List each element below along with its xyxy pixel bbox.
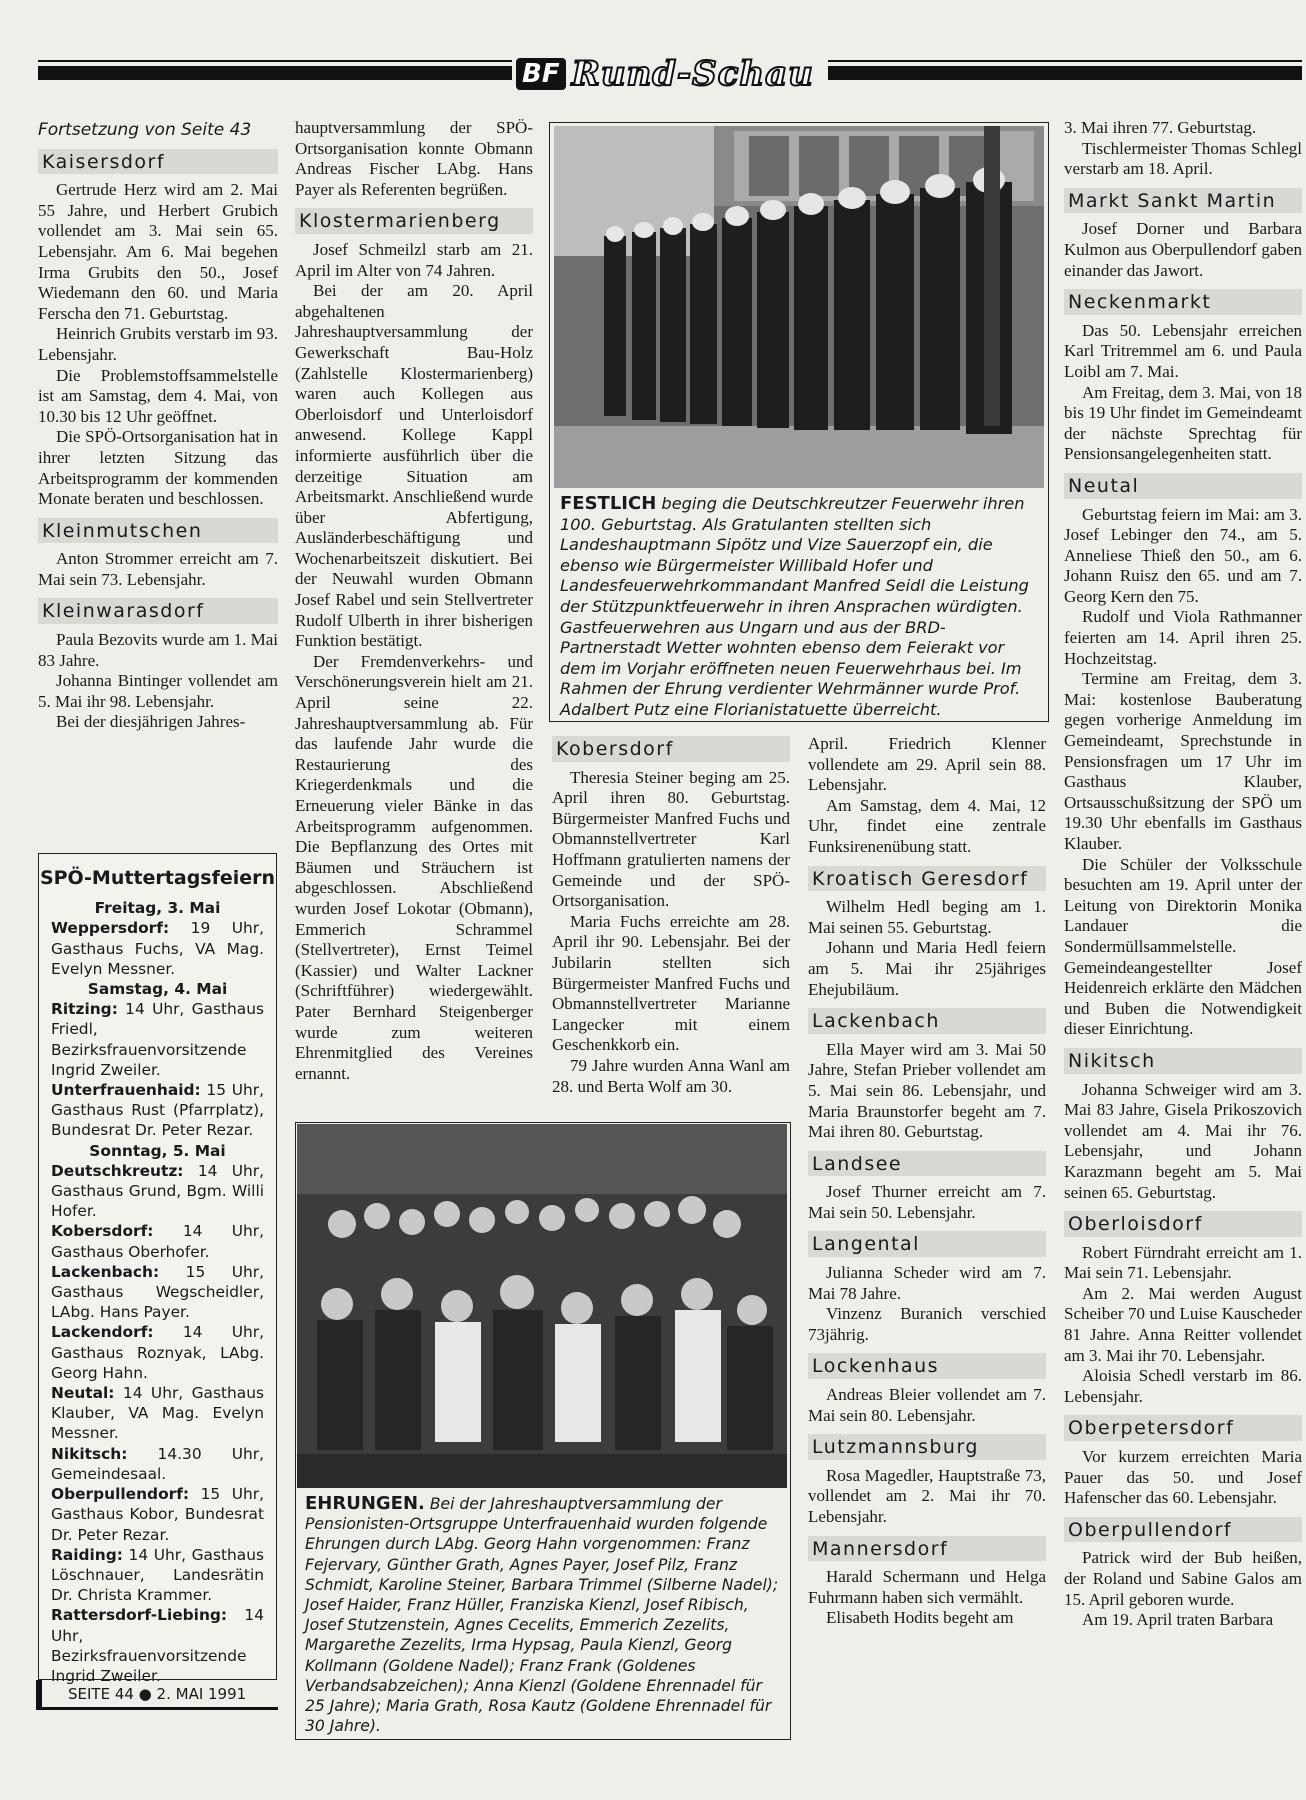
column-1	[38, 118, 278, 733]
event-text: 15 Uhr, Gasthaus Wegscheidler, LAbg. Hans Payer.	[51, 1262, 264, 1322]
heading-oberpullendorf: Oberpullendorf	[1064, 1517, 1302, 1543]
page-footer: SEITE 44 ● 2. MAI 1991	[36, 1680, 278, 1710]
paragraph: Termine am Freitag, dem 3. Mai: kostenlose Bauberatung gegen vorherige Anmeldung im Gemeindeamt, Sprechstunde in Pensionsfragen um 17 Uhr im Gasthaus Klauber, Ortsausschußsitzung der SPÖ um 19.30 Uhr ebenfalls im Gasthaus Klauber.	[1064, 669, 1302, 853]
paragraph: Andreas Bleier vollendet am 7. Mai sein 80. Lebensjahr.	[808, 1385, 1046, 1425]
event-text: 14 Uhr, Gasthaus Grund, Bgm. Willi Hofer.	[51, 1161, 264, 1221]
box-event	[39, 1080, 276, 1141]
event-place: Nikitsch:	[51, 1444, 128, 1463]
heading-nikitsch: Nikitsch	[1064, 1048, 1302, 1074]
paragraph: Josef Dorner und Barbara Kulmon aus Oberpullendorf gaben einander das Jawort.	[1064, 219, 1302, 280]
event-place: Lackendorf:	[51, 1323, 154, 1342]
paragraph: Elisabeth Hodits begeht am	[826, 1608, 1014, 1628]
paragraph: Am 2. Mai werden August Scheiber 70 und Luise Kauscheder 81 Jahre. Anna Reitter vollendet am 3. Mai ihr 70. Lebensjahr.	[1064, 1283, 1302, 1365]
heading-neutal: Neutal	[1064, 473, 1302, 499]
event-text: 14 Uhr, Gasthaus Klauber, VA Mag. Evelyn Messner.	[51, 1384, 264, 1443]
paragraph: Theresia Steiner beging am 25. April ihren 80. Geburtstag. Bürgermeister Manfred Fuchs und Obmannstellvertreter Karl Hoffmann gratulierten namens der Gemeinde und der SPÖ-Ortsorganisation.	[552, 767, 790, 911]
caption-lead: EHRUNGEN.	[305, 1493, 425, 1514]
paragraph: Bei der diesjährigen Jahres-	[56, 712, 246, 732]
box-event	[39, 1221, 276, 1261]
paragraph: Aloisia Schedl verstarb im 86. Lebensjahr.	[1064, 1366, 1302, 1406]
continued-note: Fortsetzung von Seite 43	[38, 120, 252, 140]
box-event	[39, 1161, 276, 1222]
event-text: 15 Uhr, Gasthaus Kobor, Bundesrat Dr. Peter Rezar.	[51, 1485, 264, 1544]
heading-markt-sankt-martin: Markt Sankt Martin	[1064, 188, 1302, 214]
event-place: Lackenbach:	[51, 1262, 160, 1281]
paragraph: Johanna Schweiger wird am 3. Mai 83 Jahre, Gisela Prikoszovich vollendet am 4. Mai ihr 76. Lebensjahr, und Johann Karazmann begeht am 5. Mai seinen 65. Geburtstag.	[1064, 1079, 1302, 1202]
heading-kleinmutschen: Kleinmutschen	[38, 518, 278, 544]
paragraph: April. Friedrich Klenner vollendete am 29. April sein 88. Lebensjahr.	[808, 734, 1046, 795]
box-event	[39, 1444, 276, 1484]
paragraph: Am Samstag, dem 4. Mai, 12 Uhr, findet eine zentrale Funksirenenübung statt.	[808, 795, 1046, 856]
heading-kleinwarasdorf: Kleinwarasdorf	[38, 598, 278, 624]
paragraph: Die SPÖ-Ortsorganisation hat in ihrer letzten Sitzung das Arbeitsprogramm der kommenden Monate beraten und beschlossen.	[38, 427, 278, 509]
paragraph: Heinrich Grubits verstarb im 93. Lebensjahr.	[38, 324, 278, 364]
box-event	[39, 1545, 276, 1606]
event-place: Oberpullendorf:	[51, 1485, 190, 1504]
heading-kobersdorf: Kobersdorf	[552, 736, 790, 762]
paragraph: Anton Strommer erreicht am 7. Mai sein 73. Lebensjahr.	[38, 549, 278, 589]
heading-lackenbach: Lackenbach	[808, 1008, 1046, 1034]
masthead-rule-right	[828, 66, 1302, 80]
fire-brigade-photo	[554, 126, 1044, 488]
paragraph: Die Schüler der Volksschule besuchten am 19. April unter der Leitung von Direktorin Monika Landauer die Sondermüllsammelstelle. Gemeindeangestellter Josef Heidenreich erklärte den Mädchen und Buben die Notwendigkeit dieser Einrichtung.	[1064, 854, 1302, 1039]
paragraph: 79 Jahre wurden Anna Wanl am 28. und Berta Wolf am 30.	[552, 1055, 790, 1096]
masthead-title: Rund-Schau	[571, 54, 814, 94]
column-5	[1064, 118, 1302, 1780]
heading-oberpetersdorf: Oberpetersdorf	[1064, 1415, 1302, 1441]
paragraph: Rudolf und Viola Rathmanner feierten am 14. April ihren 25. Hochzeitstag.	[1064, 607, 1302, 668]
heading-landsee: Landsee	[808, 1151, 1046, 1177]
paragraph: Bei der am 20. April abgehaltenen Jahreshauptversammlung der Gewerkschaft Bau-Holz (Zahlstelle Klostermarienberg) waren auch Kollegen aus Oberloisdorf und Unterloisdorf anwesend. Kollege Kappl informierte ausführlich über die derzeitige Situation am Arbeitsmarkt. Anschließend wurde über Abfertigung, Ausländerbeschäftigung und Wochenarbeitszeit diskutiert. Bei der Neuwahl wurden Obmann Josef Rabel und sein Stellvertreter Rudolf Ulberth in ihrer bisherigen Funktion bestätigt.	[295, 281, 533, 651]
event-text: 14 Uhr, Gasthaus Oberhofer.	[51, 1222, 264, 1261]
column-4	[808, 734, 1046, 1629]
event-place: Ritzing:	[51, 1000, 118, 1019]
caption-text: beging die Deutschkreutzer Feuerwehr ihren 100. Geburtstag. Als Gratulanten stellten sich Landeshauptmann Sipötz und Vize Sauerzopf ein, die ebenso wie Bürgermeister Willibald Hofer und Landesfeuerwehrkommandant Manfred Seidl die Leistung der Stützpunktfeuerwehr in ihren Ansprachen würdigten. Gastfeuerwehren aus Ungarn und aus der BRD-Partnerstadt Wetter wohnten ebenso dem Feierakt vor dem im Vorjahr eröffneten neuen Feuerwehrhaus bei. Im Rahmen der Ehrung verdienter Wehrmänner wurde Prof. Adalbert Putz eine Florianistatuette überreicht.	[560, 494, 1029, 719]
heading-klostermarienberg: Klostermarienberg	[295, 208, 533, 234]
heading-kaisersdorf: Kaisersdorf	[38, 149, 278, 175]
paragraph: 3. Mai ihren 77. Geburtstag.	[1064, 118, 1257, 137]
event-text: 15 Uhr, Gasthaus Rust (Pfarrplatz), Bundesrat Dr. Peter Rezar.	[51, 1081, 264, 1140]
event-place: Rattersdorf-Liebing:	[51, 1606, 228, 1625]
heading-neckenmarkt: Neckenmarkt	[1064, 289, 1302, 315]
box-event	[39, 1484, 276, 1545]
paragraph: Paula Bezovits wurde am 1. Mai 83 Jahre.	[38, 630, 278, 670]
paragraph: Johanna Bintinger vollendet am 5. Mai ihr 98. Lebensjahr.	[38, 671, 278, 711]
photo2-caption	[305, 1494, 783, 1736]
caption-text: Bei der Jahreshauptversammlung der Pensionisten-Ortsgruppe Unterfrauenhaid wurden folgende Ehrungen durch LAbg. Georg Hahn vorgenommen: Franz Fejervary, Günther Grath, Agnes Payer, Josef Pilz, Franz Schmidt, Karoline Steiner, Barbara Trimmel (Silberne Nadel); Josef Haider, Franz Hüller, Franziska Kienzl, Josef Ribisch, Josef Stutzenstein, Agnes Cecelits, Emmerich Zezelits, Margarethe Zezelits, Irma Hypsag, Paula Kienzl, Georg Kollmann (Goldene Nadel); Franz Frank (Goldenes Verbandsabzeichen); Anna Kienzl (Goldene Ehrennadel für 25 Jahre); Maria Grath, Rosa Kautz (Goldene Ehrennadel für 30 Jahre).	[305, 1495, 779, 1736]
paragraph: Das 50. Lebensjahr erreichen Karl Tritremmel am 6. und Paula Loibl am 7. Mai.	[1064, 320, 1302, 381]
photo1-caption	[560, 494, 1044, 721]
paragraph: Johann und Maria Hedl feiern am 5. Mai ihr 25jähriges Ehejubiläum.	[808, 938, 1046, 999]
event-place: Raiding:	[51, 1545, 123, 1564]
paragraph: Tischlermeister Thomas Schlegl verstarb am 18. April.	[1064, 138, 1302, 179]
box-day: Freitag, 3. Mai	[94, 899, 221, 918]
heading-lutzmannsburg: Lutzmannsburg	[808, 1434, 1046, 1460]
heading-kroatisch-geresdorf: Kroatisch Geresdorf	[808, 866, 1046, 892]
masthead-rule-left	[38, 66, 512, 80]
box-event	[39, 1605, 276, 1686]
column-2	[295, 118, 533, 1084]
heading-langental: Langental	[808, 1231, 1046, 1257]
event-place: Kobersdorf:	[51, 1222, 154, 1241]
event-text: 14 Uhr, Gasthaus Roznyak, LAbg. Georg Hahn.	[51, 1323, 264, 1382]
paragraph: Der Fremdenverkehrs- und Verschönerungsverein hielt am 21. April seine 22. Jahreshauptversammlung ab. Für das laufende Jahr wurde die Restaurierung des Kriegerdenkmals und die Erneuerung vieler Bänke in das Arbeitsprogramm aufgenommen. Die Bepflanzung des Ortes mit Bäumen und Sträuchern ist abgeschlossen. Abschließend wurden Josef Lokotar (Obmann), Emmerich Schrammel (Stellvertreter), Ernst Teimel (Kassier) und Walter Lackner (Schriftführer) wiedergewählt. Pater Bernhard Steigenberger wurde zum weiteren Ehrenmitglied des Vereines ernannt.	[295, 651, 533, 1083]
box-day: Sonntag, 5. Mai	[89, 1141, 226, 1160]
paragraph: Harald Schermann und Helga Fuhrmann haben sich vermählt.	[808, 1567, 1046, 1607]
box-event	[39, 999, 276, 1080]
caption-lead: FESTLICH	[560, 493, 657, 514]
paragraph: Robert Fürndraht erreicht am 1. Mai sein 71. Lebensjahr.	[1064, 1242, 1302, 1283]
event-place: Weppersdorf:	[51, 919, 170, 938]
paragraph: Vor kurzem erreichten Maria Pauer das 50. und Josef Hafenscher das 60. Lebensjahr.	[1064, 1447, 1302, 1508]
masthead-badge: BF	[516, 58, 566, 90]
box-title: SPÖ-Muttertagsfeiern	[39, 867, 276, 889]
paragraph: Patrick wird der Bub heißen, der Roland und Sabine Galos am 15. April geboren wurde.	[1064, 1548, 1302, 1609]
paragraph: Gertrude Herz wird am 2. Mai 55 Jahre, und Herbert Grubich vollendet am 3. Mai sein 65. Lebensjahr. Am 6. Mai begehen Irma Grubits den 50., Josef Wiedemann den 60. und Maria Ferscha den 71. Geburtstag.	[38, 180, 278, 323]
event-place: Deutschkreutz:	[51, 1161, 184, 1180]
event-text: 14 Uhr, Gasthaus Friedl, Bezirksfrauenvorsitzende Ingrid Zweiler.	[51, 1000, 264, 1079]
event-text: 14 Uhr, Bezirksfrauenvorsitzende Ingrid Zweiler.	[51, 1606, 264, 1685]
box-day: Samstag, 4. Mai	[87, 980, 228, 999]
muttertag-box	[38, 853, 277, 1685]
paragraph: Geburtstag feiern im Mai: am 3. Josef Lebinger den 74., am 5. Anneliese Thieß den 50., am 6. Johann Ruisz den 65. und am 7. Georg Kern den 75.	[1064, 504, 1302, 606]
heading-oberloisdorf: Oberloisdorf	[1064, 1211, 1302, 1237]
paragraph: Josef Thurner erreicht am 7. Mai sein 50. Lebensjahr.	[808, 1182, 1046, 1222]
event-place: Unterfrauenhaid:	[51, 1081, 201, 1100]
box-event	[39, 918, 276, 979]
group-photo	[297, 1124, 787, 1488]
paragraph: Josef Schmeilzl starb am 21. April im Alter von 74 Jahren.	[295, 239, 533, 280]
paragraph: hauptversammlung der SPÖ-Ortsorganisation konnte Obmann Andreas Fischer LAbg. Hans Payer als Referenten begrüßen.	[295, 118, 533, 199]
masthead-logo	[516, 54, 814, 94]
paragraph: Wilhelm Hedl beging am 1. Mai seinen 55. Geburtstag.	[808, 897, 1046, 937]
paragraph: Ella Mayer wird am 3. Mai 50 Jahre, Stefan Prieber vollendet am 5. Mai sein 86. Lebensjahr, und Maria Braunstorfer begeht am 7. Mai ihren 80. Geburtstag.	[808, 1039, 1046, 1142]
paragraph: Am Freitag, dem 3. Mai, von 18 bis 19 Uhr findet im Gemeindeamt der nächste Sprechtag für Pensionsangelegenheiten statt.	[1064, 382, 1302, 464]
paragraph: Julianna Scheder wird am 7. Mai 78 Jahre.	[808, 1263, 1046, 1303]
paragraph: Die Problemstoffsammelstelle ist am Samstag, dem 4. Mai, von 10.30 bis 12 Uhr geöffnet.	[38, 365, 278, 426]
paragraph: Maria Fuchs erreichte am 28. April ihr 90. Lebensjahr. Bei der Jubilarin stellten sich Bürgermeister Manfred Fuchs und Obmannstellvertreter Marianne Langecker mit einem Geschenkkorb ein.	[552, 911, 790, 1055]
fire-brigade-photo-drawing	[554, 126, 1044, 488]
heading-mannersdorf: Mannersdorf	[808, 1536, 1046, 1562]
event-place: Neutal:	[51, 1384, 115, 1403]
paragraph: Am 19. April traten Barbara	[1082, 1610, 1274, 1630]
box-event	[39, 1383, 276, 1444]
column-3	[552, 728, 790, 1097]
event-text: 14.30 Uhr, Gemeindesaal.	[51, 1444, 264, 1483]
paragraph: Vinzenz Buranich verschied 73jährig.	[808, 1304, 1046, 1344]
box-event	[39, 1322, 276, 1383]
group-photo-drawing	[297, 1124, 787, 1488]
box-event	[39, 1262, 276, 1323]
heading-lockenhaus: Lockenhaus	[808, 1353, 1046, 1379]
paragraph: Rosa Magedler, Hauptstraße 73, vollendet am 2. Mai ihr 70. Lebensjahr.	[808, 1465, 1046, 1526]
event-text: 14 Uhr, Gasthaus Löschnauer, Landesrätin Dr. Christa Krammer.	[51, 1545, 264, 1605]
event-text: 19 Uhr, Gasthaus Fuchs, VA Mag. Evelyn Messner.	[51, 919, 264, 978]
